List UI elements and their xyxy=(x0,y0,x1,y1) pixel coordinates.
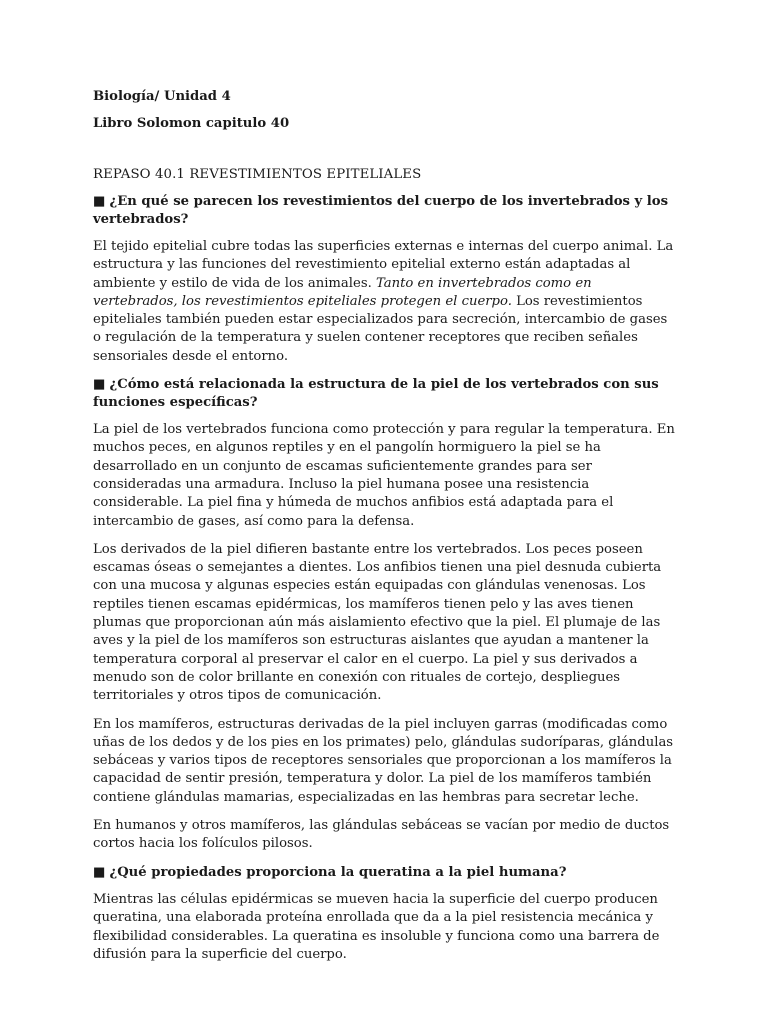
answer-3-paragraph-1: Mientras las células epidérmicas se mueven hacia la superficie del cuerpo producen queratina, una elaborada proteína enrollada que da a la piel resistencia mecánica y flexibilidad considerables. La queratina es insoluble y funciona como una barrera de difusión para la superficie del cuerpo. xyxy=(93,892,660,962)
bullet-icon: ■ xyxy=(93,377,106,393)
document-page xyxy=(93,84,676,964)
question-3-text: ¿Qué propiedades proporciona la queratina a la piel humana? xyxy=(109,864,567,880)
answer-1-paragraph xyxy=(93,238,676,366)
answer-2-paragraph-3: En los mamíferos, estructuras derivadas de la piel incluyen garras (modificadas como uñas de los dedos y de los pies en los primates) pelo, glándulas sudoríparas, glándulas sebáceas y varios tipos de receptores sensoriales que proporcionan a los mamíferos la capacidad de sentir presión, temperatura y dolor. La piel de los mamíferos también contiene glándulas mamarias, especializadas en las hembras para secretar leche. xyxy=(93,716,674,805)
bullet-icon: ■ xyxy=(93,194,106,209)
book-heading: Libro Solomon capitulo 40 xyxy=(93,116,290,131)
section-title: REPASO 40.1 REVESTIMIENTOS EPITELIALES xyxy=(93,167,422,182)
question-1-text: ¿En qué se parecen los revestimientos del cuerpo de los invertebrados y los vertebrados? xyxy=(93,194,669,227)
answer-2-paragraph-2: Los derivados de la piel difieren bastante entre los vertebrados. Los peces poseen escamas óseas o semejantes a dientes. Los anfibios tienen una piel desnuda cubierta con una mucosa y algunas especies están equipadas con glándulas venenosas. Los reptiles tienen escamas epidérmicas, los mamíferos tienen pelo y las aves tienen plumas que proporcionan aún más aislamiento efectivo que la piel. El plumaje de las aves y la piel de los mamíferos son estructuras aislantes que ayudan a mantener la temperatura corporal al preservar el calor en el cuerpo. La piel y sus derivados a menudo son de color brillante en conexión con rituales de cortejo, despliegues territoriales y otros tipos de comunicación. xyxy=(93,541,662,704)
question-1 xyxy=(93,193,676,228)
answer-1-text-b: Los revestimientos epiteliales también pueden estar especializados para secreción, intercambio de gases o regulación de la temperatura y suelen contener receptores que reciben señales sensoriales desde el entorno. xyxy=(93,293,668,364)
answer-2-paragraph-1: La piel de los vertebrados funciona como protección y para regular la temperatura. En muchos peces, en algunos reptiles y en el pangolín hormiguero la piel se ha desarrollado en un conjunto de escamas suficientemente grandes para ser consideradas una armadura. Incluso la piel humana posee una resistencia considerable. La piel fina y húmeda de muchos anfibios está adaptada para el intercambio de gases, así como para la defensa. xyxy=(93,422,675,529)
subject-heading: Biología/ Unidad 4 xyxy=(93,89,231,104)
answer-2-paragraph-4: En humanos y otros mamíferos, las glándulas sebáceas se vacían por medio de ductos cortos hacia los folículos pilosos. xyxy=(93,818,670,852)
answer-1-text-a: El tejido epitelial cubre todas las superficies externas e internas del cuerpo animal. La estructura y las funciones del revestimiento epitelial externo están adaptadas al ambiente y estilo de vida de los animales. xyxy=(93,239,674,291)
bullet-icon: ■ xyxy=(93,864,106,880)
question-2-text: ¿Cómo está relacionada la estructura de la piel de los vertebrados con sus funciones específicas? xyxy=(93,377,659,410)
question-2 xyxy=(93,376,676,411)
question-3 xyxy=(93,864,676,882)
answer-1-italic-text: Tanto en invertebrados como en vertebrados, los revestimientos epiteliales protegen el cuerpo. xyxy=(93,275,592,309)
